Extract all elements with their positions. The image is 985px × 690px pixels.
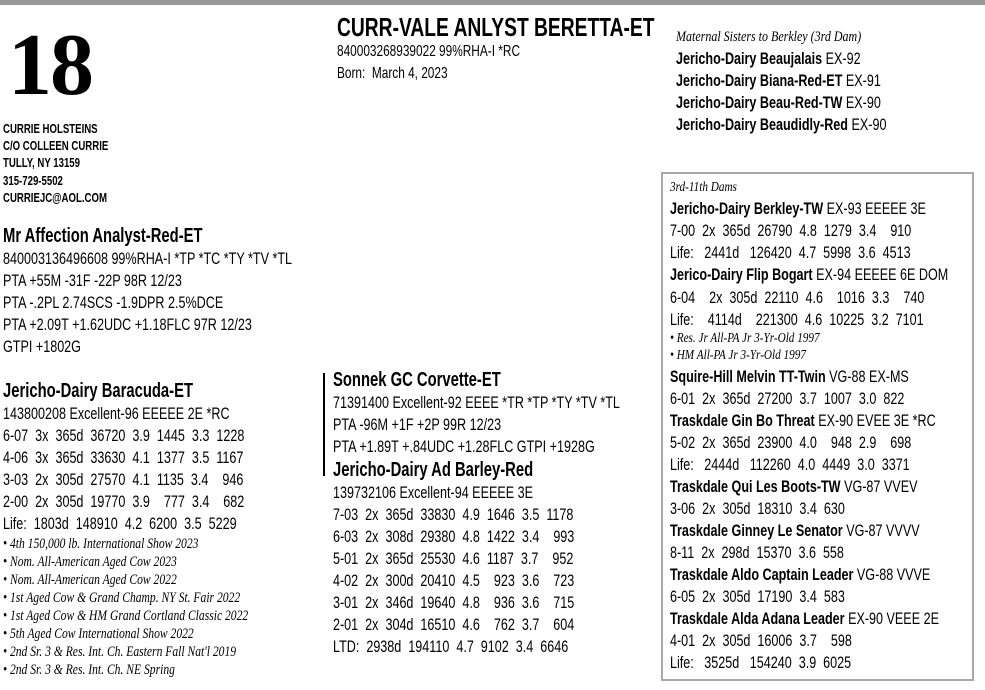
dam-entry-line: Life: 3525d 154240 3.9 6025 — [670, 653, 852, 672]
dam-entry-title: Traskdale Alda Adana Leader — [670, 609, 845, 628]
dam-entry-title: Traskdale Ginney Le Senator — [670, 521, 843, 540]
dam-entry-line: 6-04 2x 305d 22110 4.6 1016 3.3 740 — [670, 288, 925, 307]
dam-entry-title: Jerico-Dairy Flip Bogart — [670, 265, 813, 284]
dam-entry-score: EX-90 VEEE 2E — [844, 609, 939, 628]
consignor-name: CURRIE HOLSTEINS — [3, 121, 98, 136]
dams-box-heading: 3rd-11th Dams — [670, 180, 737, 195]
dam-entry-title: Traskdale Gin Bo Threat — [670, 411, 815, 430]
dam-entry-name — [670, 266, 948, 283]
sister-score: EX-90 — [847, 115, 887, 134]
consignor-email: CURRIEJC@AOL.COM — [3, 190, 107, 205]
dam-entry-name — [670, 610, 939, 627]
dam-entry-line: 3-06 2x 305d 18310 3.4 630 — [670, 499, 845, 518]
dam-entry-title: Jericho-Dairy Berkley-TW — [670, 199, 824, 218]
dam-honor: • 1st Aged Cow & Grand Champ. NY St. Fair 2022 — [3, 590, 241, 606]
mgs-line: PTA -96M +1F +2P 99R 12/23 — [333, 415, 502, 434]
dam-entry-score: VG-87 VVEV — [840, 477, 918, 496]
granddam-line: 3-01 2x 346d 19640 4.8 936 3.6 715 — [333, 593, 575, 612]
dam-line: 2-00 2x 305d 19770 3.9 777 3.4 682 — [3, 492, 245, 511]
dam-entry-line: 6-05 2x 305d 17190 3.4 583 — [670, 587, 845, 606]
dam-entry-line: Life: 2441d 126420 4.7 5998 3.6 4513 — [670, 243, 911, 262]
dam-honor: • Nom. All-American Aged Cow 2022 — [3, 572, 177, 588]
dam-entry-name — [670, 412, 936, 429]
dam-name: Jericho-Dairy Baracuda-ET — [3, 380, 194, 402]
maternal-sister-item — [676, 94, 881, 111]
granddam-line: 7-03 2x 365d 33830 4.9 1646 3.5 1178 — [333, 505, 574, 524]
sister-score: EX-90 — [842, 93, 881, 112]
dam-line: 3-03 2x 305d 27570 4.1 1135 3.4 946 — [3, 470, 244, 489]
dam-entry-line: 6-01 2x 365d 27200 3.7 1007 3.0 822 — [670, 389, 905, 408]
dam-entry-title: Traskdale Qui Les Boots-TW — [670, 477, 841, 496]
sister-score: EX-91 — [842, 71, 881, 90]
sister-name: Jericho-Dairy Beaujalais — [676, 49, 823, 68]
dam-entry-line: 8-11 2x 298d 15370 3.6 558 — [670, 543, 844, 562]
dam-honor: • 1st Aged Cow & HM Grand Cortland Classic 2022 — [3, 608, 249, 624]
dam-line: Life: 1803d 148910 4.2 6200 3.5 5229 — [3, 514, 237, 533]
mgs-line: 71391400 Excellent-92 EEEE *TR *TP *TY *TV *TL — [333, 393, 620, 412]
animal-name: CURR-VALE ANLYST BERETTA-ET — [337, 12, 655, 42]
dam-line: 143800208 Excellent-96 EEEEE 2E *RC — [3, 404, 230, 423]
granddam-line: 6-03 2x 308d 29380 4.8 1422 3.4 993 — [333, 527, 575, 546]
dam-entry-name — [670, 478, 917, 495]
dam-entry-score: EX-94 EEEEE 6E DOM — [812, 265, 949, 284]
lot-number: 18 — [8, 17, 92, 114]
dam-entry-name — [670, 368, 909, 385]
dam-entry-line: 5-02 2x 365d 23900 4.0 948 2.9 698 — [670, 433, 912, 452]
granddam-line: 5-01 2x 365d 25530 4.6 1187 3.7 952 — [333, 549, 574, 568]
dams-box — [661, 172, 974, 681]
dam-entry-title: Traskdale Aldo Captain Leader — [670, 565, 854, 584]
dam-entry-line: Life: 2444d 112260 4.0 4449 3.0 3371 — [670, 455, 910, 474]
sire-line: PTA +2.09T +1.62UDC +1.18FLC 97R 12/23 — [3, 315, 252, 334]
dam-entry-title: Squire-Hill Melvin TT-Twin — [670, 367, 826, 386]
sire-line: 840003136496608 99%RHA-I *TP *TC *TY *TV *TL — [3, 249, 293, 268]
dam-entry-name — [670, 522, 920, 539]
sire-line: GTPI +1802G — [3, 337, 81, 356]
dam-entry-line: Life: 4114d 221300 4.6 10225 3.2 7101 — [670, 310, 924, 329]
dam-honor: • 4th 150,000 lb. International Show 2023 — [3, 536, 199, 552]
granddam-name: Jericho-Dairy Ad Barley-Red — [333, 459, 534, 481]
dam-entry-name — [670, 200, 926, 217]
dam-entry-score: EX-93 EEEEE 3E — [823, 199, 926, 218]
consignor-city: TULLY, NY 13159 — [3, 155, 81, 170]
dam-entry-score: VG-87 VVVV — [842, 521, 920, 540]
dam-line: 6-07 3x 365d 36720 3.9 1445 3.3 1228 — [3, 426, 245, 445]
sister-score: EX-92 — [822, 49, 861, 68]
dam-honor: • 2nd Sr. 3 & Res. Int. Ch. Eastern Fall Nat'l 2019 — [3, 644, 237, 660]
top-rule — [0, 0, 985, 5]
dam-entry-note: • HM All-PA Jr 3-Yr-Old 1997 — [670, 348, 806, 363]
sister-name: Jericho-Dairy Biana-Red-ET — [676, 71, 843, 90]
mgs-name: Sonnek GC Corvette-ET — [333, 369, 501, 391]
granddam-line: 139732106 Excellent-94 EEEEE 3E — [333, 483, 534, 502]
maternal-sister-item — [676, 72, 881, 89]
maternal-sisters-heading: Maternal Sisters to Berkley (3rd Dam) — [676, 29, 862, 45]
dam-entry-score: VG-88 VVVE — [853, 565, 931, 584]
animal-id: 840003268939022 99%RHA-I *RC — [337, 43, 520, 60]
granddam-line: 4-02 2x 300d 20410 4.5 923 3.6 723 — [333, 571, 575, 590]
pedigree-bracket-line — [323, 373, 325, 476]
dam-entry-score: VG-88 EX-MS — [825, 367, 909, 386]
sire-name: Mr Affection Analyst-Red-ET — [3, 225, 203, 247]
consignor-phone: 315-729-5502 — [3, 173, 63, 188]
sister-name: Jericho-Dairy Beaudidly-Red — [676, 115, 848, 134]
dam-entry-line: 7-00 2x 365d 26790 4.8 1279 3.4 910 — [670, 221, 912, 240]
dam-honor: • 2nd Sr. 3 & Res. Int. Ch. NE Spring — [3, 662, 175, 678]
maternal-sister-item — [676, 50, 861, 67]
dam-entry-name — [670, 566, 930, 583]
dam-line: 4-06 3x 365d 33630 4.1 1377 3.5 1167 — [3, 448, 244, 467]
dam-entry-note: • Res. Jr All-PA Jr 3-Yr-Old 1997 — [670, 331, 820, 346]
granddam-line: 2-01 2x 304d 16510 4.6 762 3.7 604 — [333, 615, 575, 634]
animal-born: Born: March 4, 2023 — [337, 65, 448, 82]
granddam-line: LTD: 2938d 194110 4.7 9102 3.4 6646 — [333, 637, 569, 656]
sire-line: PTA -.2PL 2.74SCS -1.9DPR 2.5%DCE — [3, 293, 224, 312]
maternal-sister-item — [676, 116, 886, 133]
sister-name: Jericho-Dairy Beau-Red-TW — [676, 93, 843, 112]
dam-entry-line: 4-01 2x 305d 16006 3.7 598 — [670, 631, 852, 650]
mgs-line: PTA +1.89T +.84UDC +1.28FLC GTPI +1928G — [333, 437, 595, 456]
consignor-care-of: C/O COLLEEN CURRIE — [3, 138, 109, 153]
dam-honor: • 5th Aged Cow International Show 2022 — [3, 626, 194, 642]
dam-honor: • Nom. All-American Aged Cow 2023 — [3, 554, 177, 570]
sire-line: PTA +55M -31F -22P 98R 12/23 — [3, 271, 182, 290]
dam-entry-score: EX-90 EVEE 3E *RC — [814, 411, 936, 430]
